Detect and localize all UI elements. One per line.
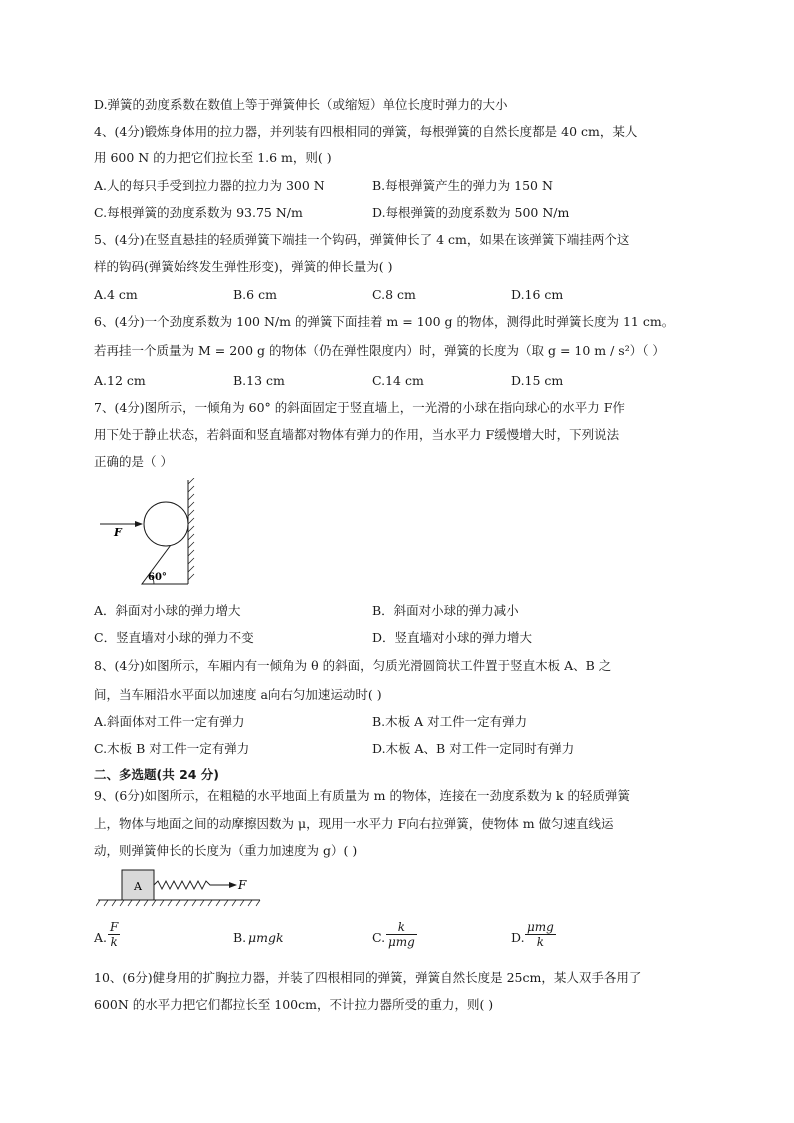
- q8-stem-line1: 8、(4分)如图所示，车厢内有一倾角为 θ 的斜面，匀质光滑圆筒状工件置于竖直木板 A、B 之: [94, 658, 612, 673]
- ground-hatch: [96, 900, 260, 906]
- q9-option-c-label: C.: [372, 930, 386, 945]
- q9-option-d-fraction: [525, 920, 556, 949]
- section-heading-multiple-choice: 二、多选题(共 24 分): [94, 767, 220, 782]
- q7-option-d: D．竖直墙对小球的弹力增大: [372, 630, 533, 645]
- q7-option-b: B．斜面对小球的弹力减小: [372, 603, 519, 618]
- force-label: F: [114, 526, 122, 539]
- q7-figure: [96, 478, 216, 590]
- q5-option-c: C.8 cm: [372, 287, 416, 302]
- q3-option-d: D.弹簧的劲度系数在数值上等于弹簧伸长（或缩短）单位长度时弹力的大小: [94, 97, 508, 112]
- ball: [144, 502, 188, 546]
- q10-stem-line1: 10、(6分)健身用的扩胸拉力器，并装了四根相同的弹簧，弹簧自然长度是 25cm，某人双手各用了: [94, 970, 642, 985]
- force-label: F: [238, 878, 247, 892]
- q7-stem-line2: 用下处于静止状态，若斜面和竖直墙都对物体有弹力的作用，当水平力 F缓慢增大时，下列说法: [94, 427, 620, 442]
- q8-option-b: B.木板 A 对工件一定有弹力: [372, 714, 528, 729]
- q8-stem-line2: 间，当车厢沿水平面以加速度 a向右匀加速运动时( ): [94, 687, 382, 702]
- q4-option-b: B.每根弹簧产生的弹力为 150 N: [372, 178, 553, 193]
- q4-option-a: A.人的每只手受到拉力器的拉力为 300 N: [94, 178, 325, 193]
- q7-stem-line1: 7、(4分)图所示，一倾角为 60° 的斜面固定于竖直墙上，一光滑的小球在指向球心的水平力 F作: [94, 400, 625, 415]
- q7-option-a: A．斜面对小球的弹力增大: [94, 603, 241, 618]
- q6-stem-line2: 若再挂一个质量为 M = 200 g 的物体（仍在弹性限度内）时，弹簧的长度为（取 g = 10 m / s²）（ ）: [94, 343, 665, 358]
- q9-stem-line2: 上，物体与地面之间的动摩擦因数为 μ，现用一水平力 F向右拉弹簧，使物体 m 做匀速直线运: [94, 816, 614, 831]
- denominator: k: [110, 935, 118, 949]
- q5-option-d: D.16 cm: [511, 287, 564, 302]
- q9-option-b-value: μmgk: [248, 930, 284, 945]
- q9-stem-line1: 9、(6分)如图所示，在粗糙的水平地面上有质量为 m 的物体，连接在一劲度系数为 k 的轻质弹簧: [94, 788, 630, 803]
- q6-option-a: A.12 cm: [94, 373, 146, 388]
- spring: [154, 881, 214, 889]
- block-label: A: [134, 880, 142, 893]
- q5-stem-line1: 5、(4分)在竖直悬挂的轻质弹簧下端挂一个钩码，弹簧伸长了 4 cm，如果在该弹簧下端挂两个这: [94, 232, 630, 247]
- q5-option-a: A.4 cm: [94, 287, 138, 302]
- angle-label: 60°: [148, 572, 167, 583]
- q9-stem-line3: 动，则弹簧伸长的长度为（重力加速度为 g）( ): [94, 843, 358, 858]
- denominator: μmg: [388, 935, 415, 949]
- q8-option-c: C.木板 B 对工件一定有弹力: [94, 741, 250, 756]
- q9-option-a-label: A.: [94, 930, 108, 945]
- q9-option-b-label: B.: [233, 930, 247, 945]
- q4-option-c: C.每根弹簧的劲度系数为 93.75 N/m: [94, 205, 303, 220]
- q9-option-c-fraction: [386, 920, 417, 949]
- wall-hatch: [188, 478, 194, 580]
- q6-option-b: B.13 cm: [233, 373, 285, 388]
- q9-figure: [96, 866, 266, 912]
- q9-option-a-fraction: [108, 920, 120, 949]
- numerator: F: [110, 920, 119, 934]
- q4-option-d: D.每根弹簧的劲度系数为 500 N/m: [372, 205, 570, 220]
- q5-option-b: B.6 cm: [233, 287, 277, 302]
- q6-stem-line1: 6、(4分)一个劲度系数为 100 N/m 的弹簧下面挂着 m = 100 g 的物体，测得此时弹簧长度为 11 cm。: [94, 314, 675, 329]
- q5-stem-line2: 样的钩码(弹簧始终发生弹性形变)，弹簧的伸长量为( ): [94, 259, 393, 274]
- q4-stem-line2: 用 600 N 的力把它们拉长至 1.6 m，则( ): [94, 150, 332, 165]
- denominator: k: [536, 935, 545, 949]
- q10-stem-line2: 600N 的水平力把它们都拉长至 100cm，不计拉力器所受的重力，则( ): [94, 997, 494, 1012]
- q6-option-d: D.15 cm: [511, 373, 564, 388]
- q7-option-c: C．竖直墙对小球的弹力不变: [94, 630, 254, 645]
- q9-option-d-label: D.: [511, 930, 525, 945]
- q6-option-c: C.14 cm: [372, 373, 424, 388]
- numerator: μmg: [527, 920, 554, 934]
- q4-stem-line1: 4、(4分)锻炼身体用的拉力器，并列装有四根相同的弹簧，每根弹簧的自然长度都是 40 cm，某人: [94, 124, 638, 139]
- numerator: k: [386, 920, 417, 935]
- q8-option-d: D.木板 A、B 对工件一定同时有弹力: [372, 741, 575, 756]
- q8-option-a: A.斜面体对工件一定有弹力: [94, 714, 245, 729]
- q7-stem-line3: 正确的是（ ）: [94, 454, 173, 469]
